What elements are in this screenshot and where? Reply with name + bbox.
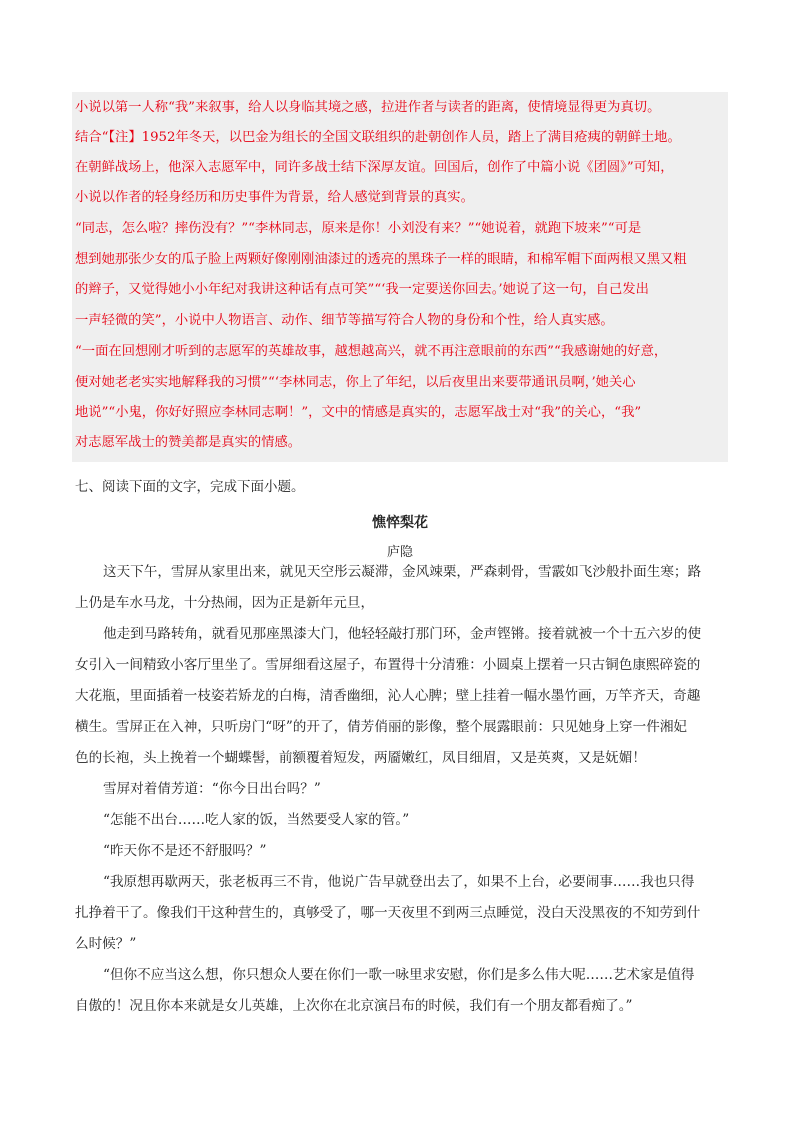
answer-line-10: 便对她老老实实地解释我的习惯”“‘李林同志，你上了年纪，以后夜里出来要带通讯员啊，’她关心 xyxy=(75,375,636,390)
passage-line-15: 自傲的！况且你本来就是女儿英雄，上次你在北京演吕布的时候，我们有一个朋友都看痴了。” xyxy=(75,998,633,1014)
passage-author: 庐隐 xyxy=(386,545,413,560)
answer-line-6: 想到她那张少女的瓜子脸上两颗好像刚刚油漆过的透亮的黑珠子一样的眼睛，和棉军帽下面两根又黑又粗 xyxy=(75,252,687,267)
answer-line-1: 小说以第一人称“我”来叙事，给人以身临其境之感，拉进作者与读者的距离，使情境显得更为真切。 xyxy=(75,100,661,115)
passage-line-3: 他走到马路转角，就看见那座黑漆大门，他轻轻敲打那门环，金声铿锵。接着就被一个十五六岁的使 xyxy=(103,626,702,642)
passage-line-12: 扎挣着干了。像我们干这种营生的，真够受了，哪一天夜里不到两三点睡觉，没白天没黑夜的不知劳到什 xyxy=(75,905,701,921)
answer-line-5: “同志，怎么啦？摔伤没有？”“李林同志，原来是你！小刘没有来？”“她说着，就跑下坡来”“可是 xyxy=(75,221,642,236)
passage-line-13: 么时候？” xyxy=(75,936,137,952)
passage-line-8: 雪屏对着倩芳道：“你今日出台吗？” xyxy=(103,781,321,797)
answer-line-8: 一声轻微的笑”，小说中人物语言、动作、细节等描写符合人物的身份和个性，给人真实感。 xyxy=(75,313,614,328)
passage-line-2: 上仍是车水马龙，十分热闹，因为正是新年元旦， xyxy=(75,595,375,611)
passage-line-11: “我原想再歇两天，张老板再三不肯，他说广告早就登出去了，如果不上台，必要闹事……我也只得 xyxy=(103,874,695,890)
passage-line-14: “但你不应当这么想，你只想众人要在你们一歌一咏里求安慰，你们是多么伟大呢……艺术家是值得 xyxy=(103,967,695,983)
passage-line-10: “昨天你不是还不舒服吗？” xyxy=(103,843,267,859)
passage-title: 憔悴梨花 xyxy=(372,515,428,531)
passage-line-7: 色的长袍，头上挽着一个蝴蝶髻，前额覆着短发，两靥嫩红，凤目细眉，又是英爽，又是妩媚！ xyxy=(75,750,646,766)
passage-line-1: 这天下午，雪屏从家里出来，就见天空彤云凝滞，金风竦栗，严森刺骨，雪霰如飞沙般扑面生寒；路 xyxy=(103,564,702,580)
answer-line-11: 地说”“小鬼，你好好照应李林同志啊！”，文中的情感是真实的，志愿军战士对“我”的关心，“我” xyxy=(75,405,642,420)
answer-line-12: 对志愿军战士的赞美都是真实的情感。 xyxy=(75,435,302,450)
answer-line-3: 在朝鲜战场上，他深入志愿军中，同许多战士结下深厚友谊。回国后，创作了中篇小说《团圆》”可知， xyxy=(75,160,674,175)
passage-line-4: 女引入一间精致小客厅里坐了。雪屏细看这屋子，布置得十分清雅：小圆桌上摆着一只古铜色康熙碎瓷的 xyxy=(75,657,701,673)
passage-line-9: “怎能不出台……吃人家的饭，当然要受人家的管。” xyxy=(103,812,410,828)
answer-line-2: 结合“【注】1952年冬天，以巴金为组长的全国文联组织的赴朝创作人员，踏上了满目疮痍的朝鲜土地。 xyxy=(75,130,681,145)
answer-line-9: “一面在回想刚才听到的志愿军的英雄故事，越想越高兴，就不再注意眼前的东西”“我感谢她的好意， xyxy=(75,344,668,359)
answer-line-7: 的辫子，又觉得她小小年纪对我讲这种话有点可笑”“‘我一定要送你回去。’她说了这一句，自己发出 xyxy=(75,282,649,297)
answer-line-4: 小说以作者的轻身经历和历史事件为背景，给人感觉到背景的真实。 xyxy=(75,190,474,205)
passage-line-5: 大花瓶，里面插着一枝姿若矫龙的白梅，清香幽细，沁人心脾；壁上挂着一幅水墨竹画，万竿齐天，奇趣 xyxy=(75,688,701,704)
question-heading: 七、阅读下面的文字，完成下面小题。 xyxy=(75,479,305,495)
passage-line-6: 横生。雪屏正在入神，只听房门“呀”的开了，倩芳俏丽的影像，整个展露眼前：只见她身上穿一件湘妃 xyxy=(75,719,688,735)
